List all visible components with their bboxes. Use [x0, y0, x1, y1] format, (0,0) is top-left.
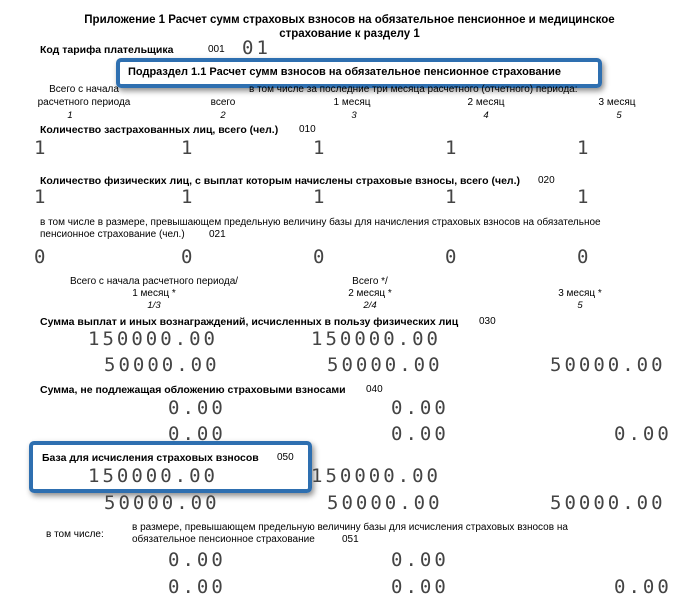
tariff-label: Код тарифа плательщика: [40, 44, 174, 56]
header2-col3-line3: 5: [577, 300, 583, 311]
page-title-line2: страхование к разделу 1: [279, 28, 420, 40]
row-020-value-1[interactable]: 1: [34, 186, 46, 208]
header2-col3-line2: 3 месяц *: [558, 288, 602, 299]
row-010-value-1[interactable]: 1: [34, 137, 46, 159]
row-020-value-3[interactable]: 1: [313, 186, 325, 208]
header2-col1-line1: Всего с начала расчетного периода/: [69, 276, 239, 287]
row-051-r1-value-2[interactable]: 0.00: [391, 549, 449, 571]
row-051-r1-value-1[interactable]: 0.00: [168, 549, 226, 571]
row-051-r2-value-1[interactable]: 0.00: [168, 576, 226, 598]
row-021-label-line2: пенсионное страхование (чел.): [40, 229, 185, 240]
row-050-r1-value-2[interactable]: 150000.00: [311, 465, 441, 487]
row-021-value-3[interactable]: 0: [313, 246, 325, 268]
row-021-value-5[interactable]: 0: [577, 246, 589, 268]
row-040-r2-value-2[interactable]: 0.00: [391, 423, 449, 445]
header-including: в том числе за последние три месяца расчетного (отчетного) периода:: [249, 84, 578, 95]
row-030-r1-value-2[interactable]: 150000.00: [311, 328, 441, 350]
header-num-5: 5: [616, 110, 622, 121]
subsection-title: Подраздел 1.1 Расчет сумм взносов на обязательное пенсионное страхование: [128, 66, 562, 78]
row-040-r1-value-2[interactable]: 0.00: [391, 397, 449, 419]
row-010-value-3[interactable]: 1: [313, 137, 325, 159]
row-051-r2-value-2[interactable]: 0.00: [391, 576, 449, 598]
row-020-label: Количество физических лиц, с выплат которым начислены страховые взносы, всего (чел.): [40, 175, 520, 187]
row-021-code: 021: [209, 229, 226, 240]
header-total-line1: Всего с начала: [49, 84, 119, 95]
row-050-r2-value-3[interactable]: 50000.00: [550, 492, 666, 514]
row-040-r2-value-1[interactable]: 0.00: [168, 423, 226, 445]
row-051-prefix: в том числе:: [46, 529, 104, 540]
header-col-m1: 1 месяц: [333, 97, 371, 108]
row-021-value-2[interactable]: 0: [181, 246, 193, 268]
header-total-line2: расчетного периода: [37, 97, 131, 108]
row-030-r2-value-2[interactable]: 50000.00: [327, 354, 443, 376]
row-051-label-line2: обязательное пенсионное страхование: [132, 534, 315, 545]
row-010-label: Количество застрахованных лиц, всего (чел.): [40, 124, 279, 136]
row-020-code: 020: [538, 175, 555, 186]
row-010-value-5[interactable]: 1: [577, 137, 589, 159]
row-040-r2-value-3[interactable]: 0.00: [614, 423, 672, 445]
row-050-r2-value-1[interactable]: 50000.00: [104, 492, 220, 514]
row-010-value-4[interactable]: 1: [445, 137, 457, 159]
header2-col2-line3: 2/4: [363, 300, 377, 311]
row-051-code: 051: [342, 534, 359, 545]
header-num-1: 1: [67, 110, 73, 121]
row-021-value-1[interactable]: 0: [34, 246, 46, 268]
tariff-code: 001: [208, 44, 225, 55]
row-050-r2-value-2[interactable]: 50000.00: [327, 492, 443, 514]
row-050-label: База для исчисления страховых взносов: [42, 452, 259, 464]
row-051-label-line1: в размере, превышающем предельную величину базы для исчисления страховых взносов на: [132, 522, 568, 533]
row-010-code: 010: [299, 124, 316, 135]
header2-col1-line3: 1/3: [147, 300, 161, 311]
row-050-r1-value-1[interactable]: 150000.00: [88, 465, 218, 487]
row-040-code: 040: [366, 384, 383, 395]
row-030-r2-value-1[interactable]: 50000.00: [104, 354, 220, 376]
row-051-r2-value-3[interactable]: 0.00: [614, 576, 672, 598]
header2-col1-line2: 1 месяц *: [132, 288, 176, 299]
row-020-value-5[interactable]: 1: [577, 186, 589, 208]
row-030-r1-value-1[interactable]: 150000.00: [88, 328, 218, 350]
row-030-r2-value-3[interactable]: 50000.00: [550, 354, 666, 376]
row-010-value-2[interactable]: 1: [181, 137, 193, 159]
row-020-value-2[interactable]: 1: [181, 186, 193, 208]
page-title-line1: Приложение 1 Расчет сумм страховых взносов на обязательное пенсионное и медицинское: [84, 14, 615, 26]
row-020-value-4[interactable]: 1: [445, 186, 457, 208]
header2-col2-line1: Всего */: [352, 276, 388, 287]
row-040-label: Сумма, не подлежащая обложению страховыми взносами: [40, 384, 346, 396]
row-040-r1-value-1[interactable]: 0.00: [168, 397, 226, 419]
header-col-m2: 2 месяц: [467, 97, 505, 108]
header-col-total: всего: [210, 97, 236, 108]
row-030-code: 030: [479, 316, 496, 327]
row-021-value-4[interactable]: 0: [445, 246, 457, 268]
row-050-code: 050: [277, 452, 294, 463]
header2-col2-line2: 2 месяц *: [348, 288, 392, 299]
header-col-m3: 3 месяц: [598, 97, 636, 108]
row-030-label: Сумма выплат и иных вознаграждений, исчисленных в пользу физических лиц: [40, 316, 459, 328]
row-021-label-line1: в том числе в размере, превышающем предельную величину базы для начисления страховых взносов на обязательное: [40, 217, 601, 228]
header-num-2: 2: [220, 110, 226, 121]
header-num-3: 3: [351, 110, 357, 121]
tariff-value[interactable]: 01: [242, 37, 271, 59]
header-num-4: 4: [483, 110, 489, 121]
